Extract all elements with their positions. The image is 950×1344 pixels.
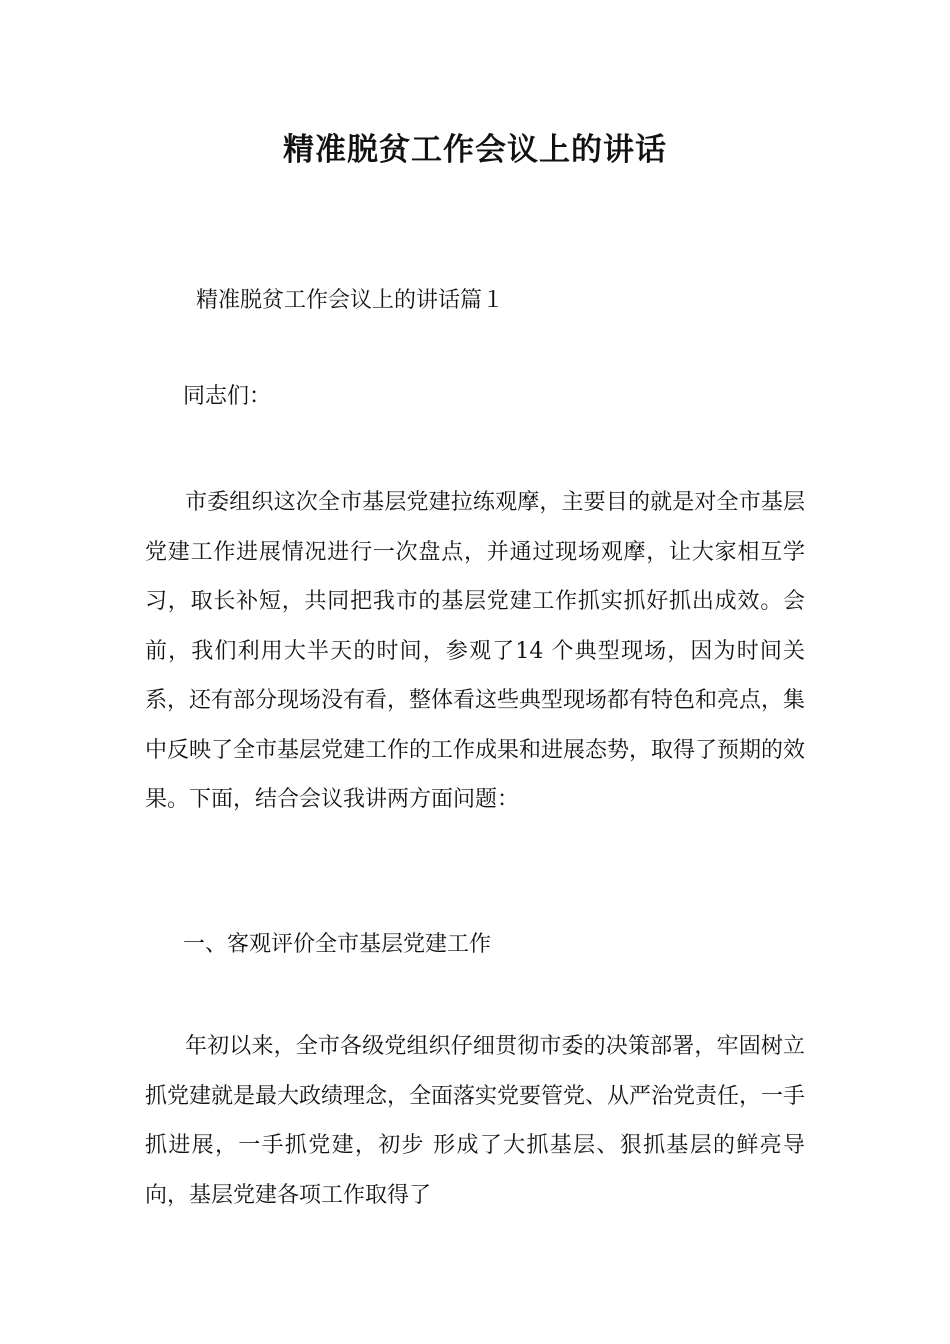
document-subtitle: 精准脱贫工作会议上的讲话篇１	[196, 288, 505, 313]
body-paragraph-2: 年初以来，全市各级党组织仔细贯彻市委的决策部署，牢固树立抓党建就是最大政绩理念，全面落实党要管党、从严治党责任，一手抓进展，一手抓党建，初步 形成了大抓基层、狠抓基层的鲜亮导向，基层党建各项工作取得了	[145, 1034, 806, 1208]
body-paragraph-1: 市委组织这次全市基层党建拉练观摩，主要目的就是对全市基层党建工作进展情况进行一次盘点，并通过现场观摩，让大家相互学习，取长补短，共同把我市的基层党建工作抓实抓好抓出成效。会前，我们利用大半天的时间，参观了14 个典型现场，因为时间关系，还有部分现场没有看，整体看这些典型现场都有特色和亮点，集中反映了全市基层党建工作的工作成果和进展态势，取得了预期的效果。下面，结合会议我讲两方面问题：	[145, 490, 806, 812]
greeting-line: 同志们：	[183, 384, 272, 409]
section-heading-1: 一、客观评价全市基层党建工作	[183, 932, 492, 957]
document-title: 精准脱贫工作会议上的讲话	[283, 132, 667, 168]
